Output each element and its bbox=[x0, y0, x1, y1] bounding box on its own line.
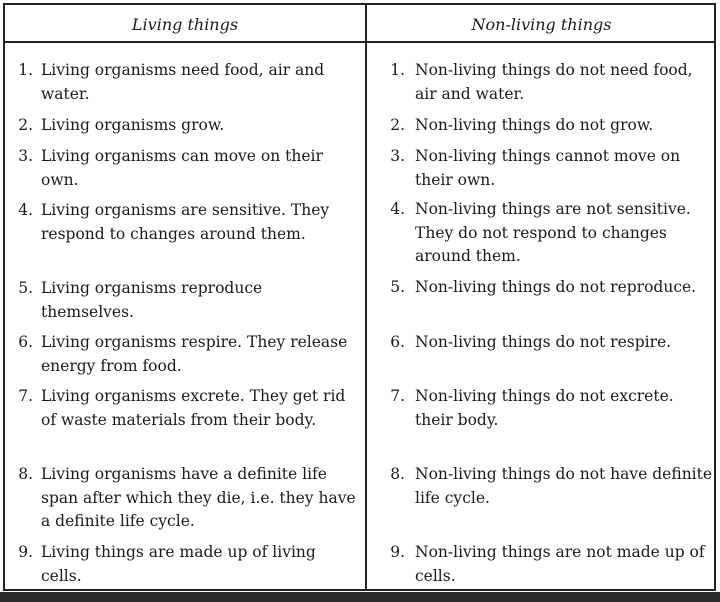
item-text: Living organisms reproduce themselves. bbox=[41, 279, 263, 321]
item-number: 3. bbox=[390, 147, 405, 165]
item-text: Non-living things are not made up of cells. bbox=[415, 543, 705, 585]
item-text: Living organisms can move on their own. bbox=[41, 147, 323, 189]
item-text: Living organisms grow. bbox=[41, 116, 225, 134]
item-number: 1. bbox=[390, 61, 405, 79]
item-text: Living organisms have a definite life span after which they die, i.e. they have a definite life cycle. bbox=[41, 465, 356, 530]
item-text: Living organisms excrete. They get rid of waste materials from their body. bbox=[41, 387, 346, 429]
item-number: 9. bbox=[18, 543, 33, 561]
item-text: Non-living things do not need food, air and water. bbox=[415, 61, 693, 103]
column-divider bbox=[365, 5, 367, 589]
item-number: 8. bbox=[18, 465, 33, 483]
bottom-dark-bar bbox=[0, 592, 720, 602]
item-text: Non-living things do not excrete. their body. bbox=[415, 387, 674, 429]
item-text: Living organisms need food, air and water. bbox=[41, 61, 325, 103]
item-number: 4. bbox=[18, 201, 33, 219]
item-text: Non-living things do not respire. bbox=[415, 333, 672, 351]
item-number: 6. bbox=[18, 333, 33, 351]
item-number: 5. bbox=[390, 278, 405, 296]
item-text: Living organisms are sensitive. They respond to changes around them. bbox=[41, 201, 330, 243]
item-text: Non-living things do not reproduce. bbox=[415, 278, 697, 296]
item-number: 1. bbox=[18, 61, 33, 79]
item-number: 7. bbox=[390, 387, 405, 405]
header-non-living-things: Non-living things bbox=[471, 15, 612, 34]
header-living-things: Living things bbox=[131, 15, 239, 34]
item-number: 3. bbox=[18, 147, 33, 165]
item-text: Non-living things do not grow. bbox=[415, 116, 654, 134]
comparison-table bbox=[3, 3, 716, 591]
item-text: Non-living things do not have definite life cycle. bbox=[415, 465, 713, 507]
table-header-row bbox=[5, 5, 714, 43]
item-number: 9. bbox=[390, 543, 405, 561]
item-number: 2. bbox=[18, 116, 33, 134]
item-number: 5. bbox=[18, 279, 33, 297]
item-number: 6. bbox=[390, 333, 405, 351]
item-text: Non-living things are not sensitive. They do not respond to changes around them. bbox=[415, 200, 691, 265]
item-number: 8. bbox=[390, 465, 405, 483]
item-text: Living organisms respire. They release energy from food. bbox=[41, 333, 348, 375]
item-number: 7. bbox=[18, 387, 33, 405]
item-text: Non-living things cannot move on their own. bbox=[415, 147, 681, 189]
item-number: 2. bbox=[390, 116, 405, 134]
item-text: Living things are made up of living cells. bbox=[41, 543, 316, 585]
item-number: 4. bbox=[390, 200, 405, 218]
